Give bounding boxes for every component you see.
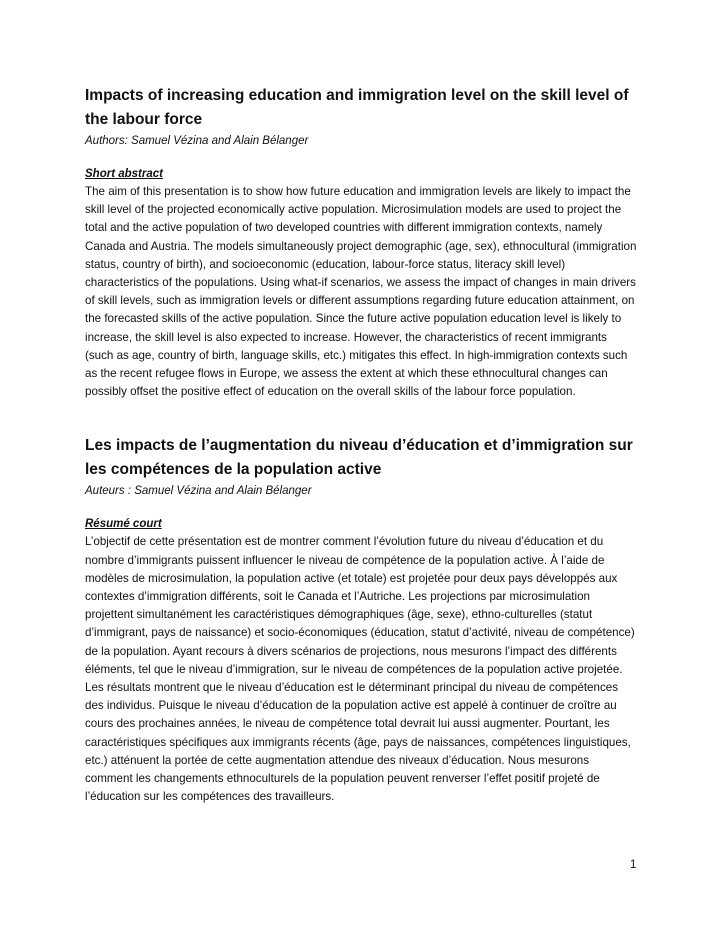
english-section (85, 84, 637, 401)
page-content (85, 84, 637, 806)
french-abstract-body: L’objectif de cette présentation est de montrer comment l’évolution future du niveau d’éducation et du nombre d’immigrants puissent influencer le niveau de compétence de la population active. À l’aide de modèles de microsimulation, la population active (et totale) est projetée pour deux pays développés aux contextes d’immigration différents, soit le Canada et l’Autriche. Les projections par microsimulation projettent simultanément les caractéristiques démographiques (âge, sexe), ethno-culturelles (statut d’immigrant, pays de naissance) et socio-économiques (éducation, statut d’activité, niveau de compétence) de la population. Ayant recours à divers scénarios de projections, nous mesurons l’impact des différents éléments, tel que le niveau d’immigration, sur le niveau de compétences de la population active projetée. Les résultats montrent que le niveau d’éducation est le déterminant principal du niveau de compétences des individus. Puisque le niveau d’éducation de la population active est appelé à continuer de croître au cours des prochaines années, le niveau de compétence total devrait lui aussi augmenter. Pourtant, les caractéristiques spécifiques aux immigrants récents (âge, pays de naissances, compétences linguistiques, etc.) atténuent la portée de cette augmentation attendue des niveaux d’éducation. Nous mesurons comment les changements ethnoculturels de la population peuvent renverser l’effet positif projeté de l’éducation sur les compétences des travailleurs. (85, 535, 635, 804)
french-title: Les impacts de l’augmentation du niveau d’éducation et d’immigration sur les compétences de la population active (85, 437, 633, 479)
french-authors: Auteurs : Samuel Vézina and Alain Bélanger (85, 485, 312, 498)
section-spacer (85, 401, 637, 434)
french-abstract-heading: Résumé court (85, 518, 162, 531)
english-authors: Authors: Samuel Vézina and Alain Bélanger (85, 135, 309, 147)
english-title: Impacts of increasing education and immigration level on the skill level of the labour force (85, 87, 629, 128)
french-section (85, 434, 637, 806)
english-abstract-body: The aim of this presentation is to show how future education and immigration levels are likely to impact the skill level of the projected economically active population. Microsimulation models are used to project the total and the active population of two developed countries with different immigration contexts, namely Canada and Austria. The models simultaneously project demographic (age, sex), ethnocultural (immigration status, country of birth), and socioeconomic (education, labour-force status, literacy skill level) characteristics of the populations. Using what-if scenarios, we assess the impact of changes in main drivers of skill levels, such as immigration levels or different assumptions regarding future education attainment, on the forecasted skills of the active population. Since the future active population education level is likely to increase, the skill level is also expected to increase. However, the characteristics of recent immigrants (such as age, country of birth, language skills, etc.) mitigates this effect. In high-immigration contexts such as the recent refugee flows in Europe, we assess the extent at which these ethnocultural changes can possibly offset the positive effect of education on the overall skills of the labour force population. (85, 185, 637, 399)
english-abstract-heading: Short abstract (85, 168, 163, 180)
page-number: 1 (630, 859, 637, 871)
